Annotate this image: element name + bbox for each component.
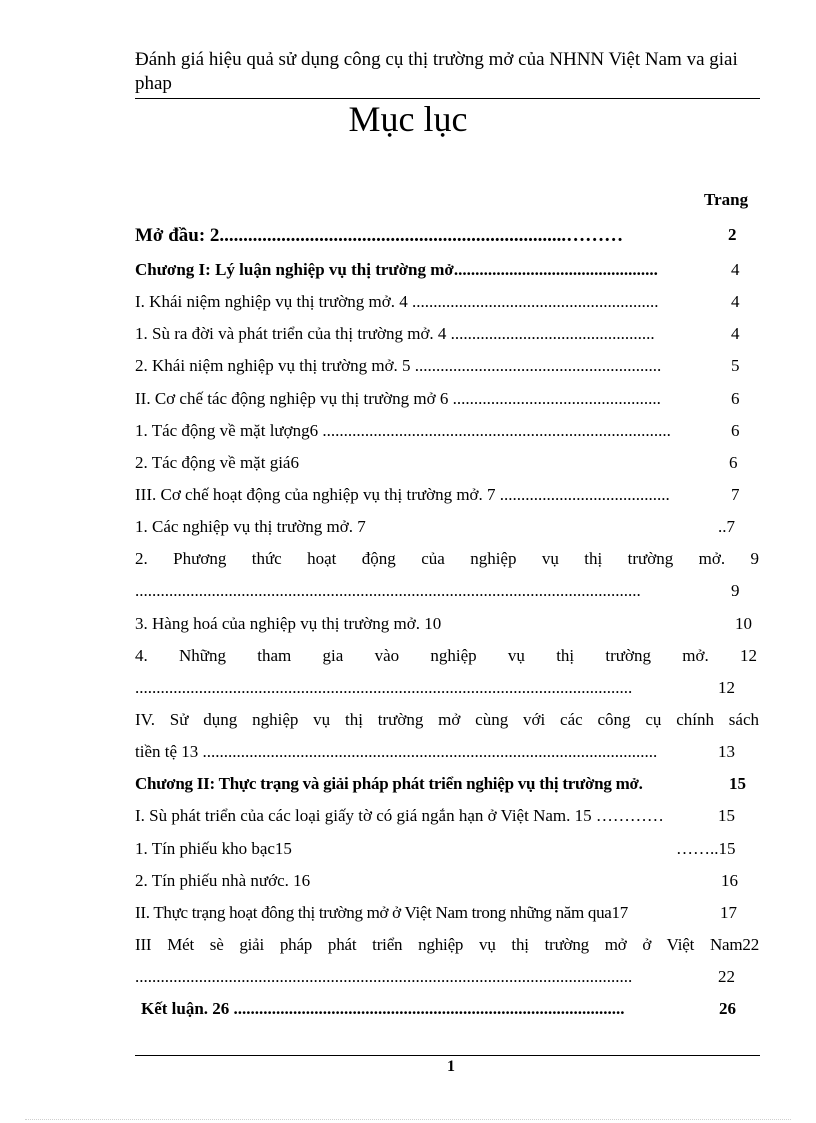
toc-page: 12	[718, 678, 735, 697]
toc-page: 15	[729, 774, 746, 793]
toc-entry-1-1[interactable]: 1. Sù ra đời và phát triển của thị trường mở. 4 ................................................	[135, 324, 655, 343]
toc-page: 6	[731, 389, 740, 408]
toc-entry-chuong-2[interactable]: Chương II: Thực trạng và giải pháp phát triển nghiệp vụ thị trường mở.	[135, 774, 643, 793]
toc-page: 6	[729, 453, 738, 472]
toc-entry-3-1[interactable]: 1. Các nghiệp vụ thị trường mở. 7	[135, 517, 366, 536]
page-title: Mục lục	[348, 99, 468, 139]
toc-page: 17	[720, 903, 737, 922]
toc-page: 22	[718, 967, 735, 986]
toc-entry-section-1[interactable]: I. Khái niệm nghiệp vụ thị trường mở. 4 ..........................................................	[135, 292, 659, 311]
toc-page: 4	[731, 292, 740, 311]
toc-page: 5	[731, 356, 740, 375]
toc-page: 16	[721, 871, 738, 890]
toc-column-label: Trang	[704, 190, 749, 209]
document-header: Đánh giá hiệu quả sử dụng công cụ thị trường mở của NHNN Việt Nam va giai phap	[135, 49, 738, 94]
toc-page: 6	[731, 421, 740, 440]
toc-page: ……..15	[676, 839, 736, 858]
toc-page: ..7	[718, 517, 735, 536]
toc-entry-3-2-dots: .......................................................................................................................	[135, 581, 641, 600]
toc-entry-section-2[interactable]: II. Cơ chế tác động nghiệp vụ thị trường mở 6 .................................................	[135, 389, 661, 408]
toc-entry-ch2-section-3[interactable]: III Mét sè giải pháp phát triển nghiệp vụ thị trường mở ở Việt Nam22	[135, 935, 759, 954]
footer-rule	[135, 1055, 760, 1056]
toc-entry-section-4[interactable]: IV. Sử dụng nghiệp vụ thị trường mở cùng với các công cụ chính sách	[135, 710, 759, 729]
toc-entry-2-2[interactable]: 2. Tác động về mặt giá6	[135, 453, 299, 472]
toc-entry-ch2-1-2[interactable]: 2. Tín phiếu nhà nước. 16	[135, 871, 311, 890]
toc-entry-section-4-cont: tiền tệ 13 ...........................................................................................................	[135, 742, 658, 761]
toc-entry-1-2[interactable]: 2. Khái niệm nghiệp vụ thị trường mở. 5 ..........................................................	[135, 356, 662, 375]
toc-page: 9	[731, 581, 740, 600]
toc-page: 2	[728, 225, 737, 244]
toc-entry-ket-luan[interactable]: Kết luận. 26 ............................................................................................	[141, 999, 625, 1018]
toc-page: 4	[731, 260, 740, 279]
toc-entry-ch2-section-2[interactable]: II. Thực trạng hoạt đông thị trường mở ở Việt Nam trong những năm qua17	[135, 903, 628, 922]
toc-entry-3-4-dots: .....................................................................................................................	[135, 678, 633, 697]
toc-page: 15	[718, 806, 735, 825]
toc-entry-chuong-1[interactable]: Chương I: Lý luận nghiệp vụ thị trường mở................................................	[135, 260, 658, 279]
toc-entry-3-3[interactable]: 3. Hàng hoá của nghiệp vụ thị trường mở. 10	[135, 614, 442, 633]
toc-entry-2-1[interactable]: 1. Tác động về mặt lượng6 ..................................................................................	[135, 421, 671, 440]
toc-page: 7	[731, 485, 740, 504]
toc-page: 13	[718, 742, 735, 761]
toc-page: 26	[719, 999, 736, 1018]
toc-entry-3-4[interactable]: 4. Những tham gia vào nghiệp vụ thị trường mở. 12	[135, 646, 757, 665]
page-number: 1	[447, 1058, 455, 1075]
toc-entry-ch2-1-1[interactable]: 1. Tín phiếu kho bạc15	[135, 839, 292, 858]
toc-entry-ch2-section-3-dots: .....................................................................................................................	[135, 967, 633, 986]
page-edge-divider	[25, 1119, 791, 1120]
toc-entry-section-3[interactable]: III. Cơ chế hoạt động của nghiệp vụ thị trường mở. 7 ........................................	[135, 485, 670, 504]
toc-page: 10	[735, 614, 752, 633]
toc-entry-3-2[interactable]: 2. Phương thức hoạt động của nghiệp vụ thị trường mở. 9	[135, 549, 759, 568]
toc-entry-mo-dau[interactable]: Mở đầu: 2.........................................................................………	[135, 225, 624, 246]
toc-page: 4	[731, 324, 740, 343]
toc-entry-ch2-section-1[interactable]: I. Sù phát triển của các loại giấy tờ có giá ngắn hạn ở Việt Nam. 15 …………	[135, 806, 664, 825]
